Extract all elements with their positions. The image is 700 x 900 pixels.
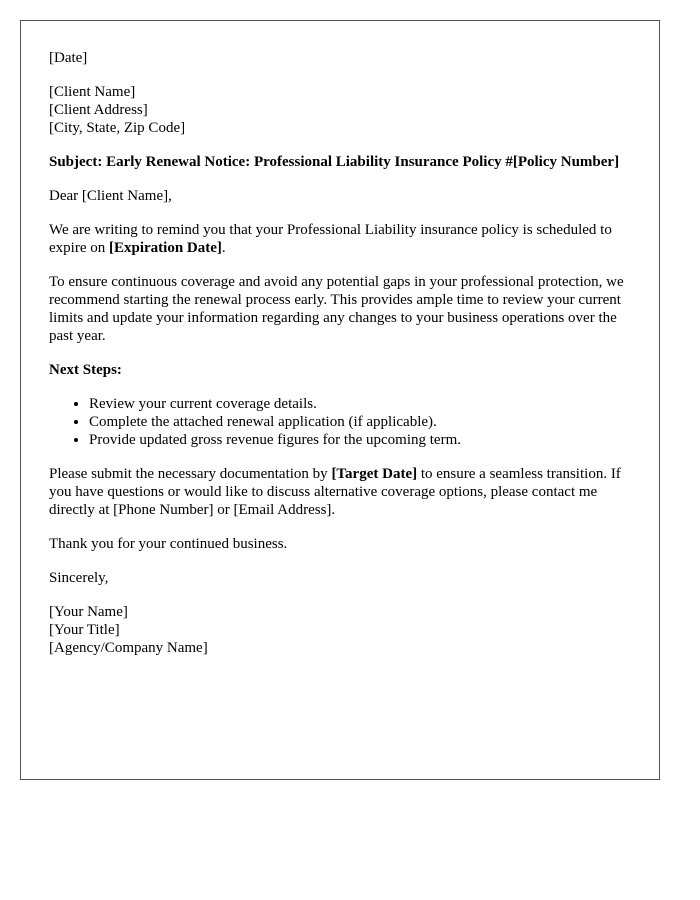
paragraph-submission-rest: to ensure a seamless transition. If you have questions or would like to discuss alternative coverage options, please contact me directly at [Phone Number] or [Email Address]. bbox=[49, 466, 621, 518]
next-steps-heading bbox=[49, 361, 631, 379]
next-steps-heading-text: Next Steps: bbox=[49, 362, 122, 378]
subject-text: Subject: Early Renewal Notice: Professional Liability Insurance Policy #[Policy Number] bbox=[49, 154, 620, 170]
signature-title: [Your Title] bbox=[49, 622, 120, 638]
recipient-block bbox=[49, 83, 631, 137]
list-item: • Provide updated gross revenue figures for the upcoming term. bbox=[89, 431, 631, 449]
paragraph-submission bbox=[49, 465, 631, 519]
closing: Sincerely, bbox=[49, 570, 109, 586]
target-date: [Target Date] bbox=[331, 466, 418, 482]
list-item: • Complete the attached renewal application (if applicable). bbox=[89, 413, 631, 431]
letter-date: [Date] bbox=[49, 50, 88, 66]
signature-company: [Agency/Company Name] bbox=[49, 640, 208, 656]
expiration-date: [Expiration Date] bbox=[108, 240, 222, 256]
letter-page bbox=[20, 20, 660, 780]
paragraph-expiration-text: We are writing to remind you that your Professional Liability insurance policy is scheduled to expire on bbox=[49, 222, 612, 256]
thanks-line: Thank you for your continued business. bbox=[49, 536, 288, 552]
paragraph-submission-text: Please submit the necessary documentation by bbox=[49, 466, 332, 482]
paragraph-renewal-advice: To ensure continuous coverage and avoid any potential gaps in your professional protection, we recommend starting the renewal process early. This provides ample time to review your current limits and update your information regarding any changes to your business operations over the past year. bbox=[49, 274, 624, 344]
subject-line bbox=[49, 153, 631, 171]
paragraph-expiration-end: . bbox=[221, 240, 226, 256]
signature-name: [Your Name] bbox=[49, 604, 128, 620]
next-steps-list bbox=[49, 395, 631, 449]
recipient-name: [Client Name] bbox=[49, 84, 136, 100]
recipient-city-state-zip: [City, State, Zip Code] bbox=[49, 120, 186, 136]
salutation: Dear [Client Name], bbox=[49, 188, 172, 204]
paragraph-expiration bbox=[49, 221, 631, 257]
list-item: • Review your current coverage details. bbox=[89, 395, 631, 413]
signature-block bbox=[49, 603, 631, 657]
recipient-address: [Client Address] bbox=[49, 102, 148, 118]
